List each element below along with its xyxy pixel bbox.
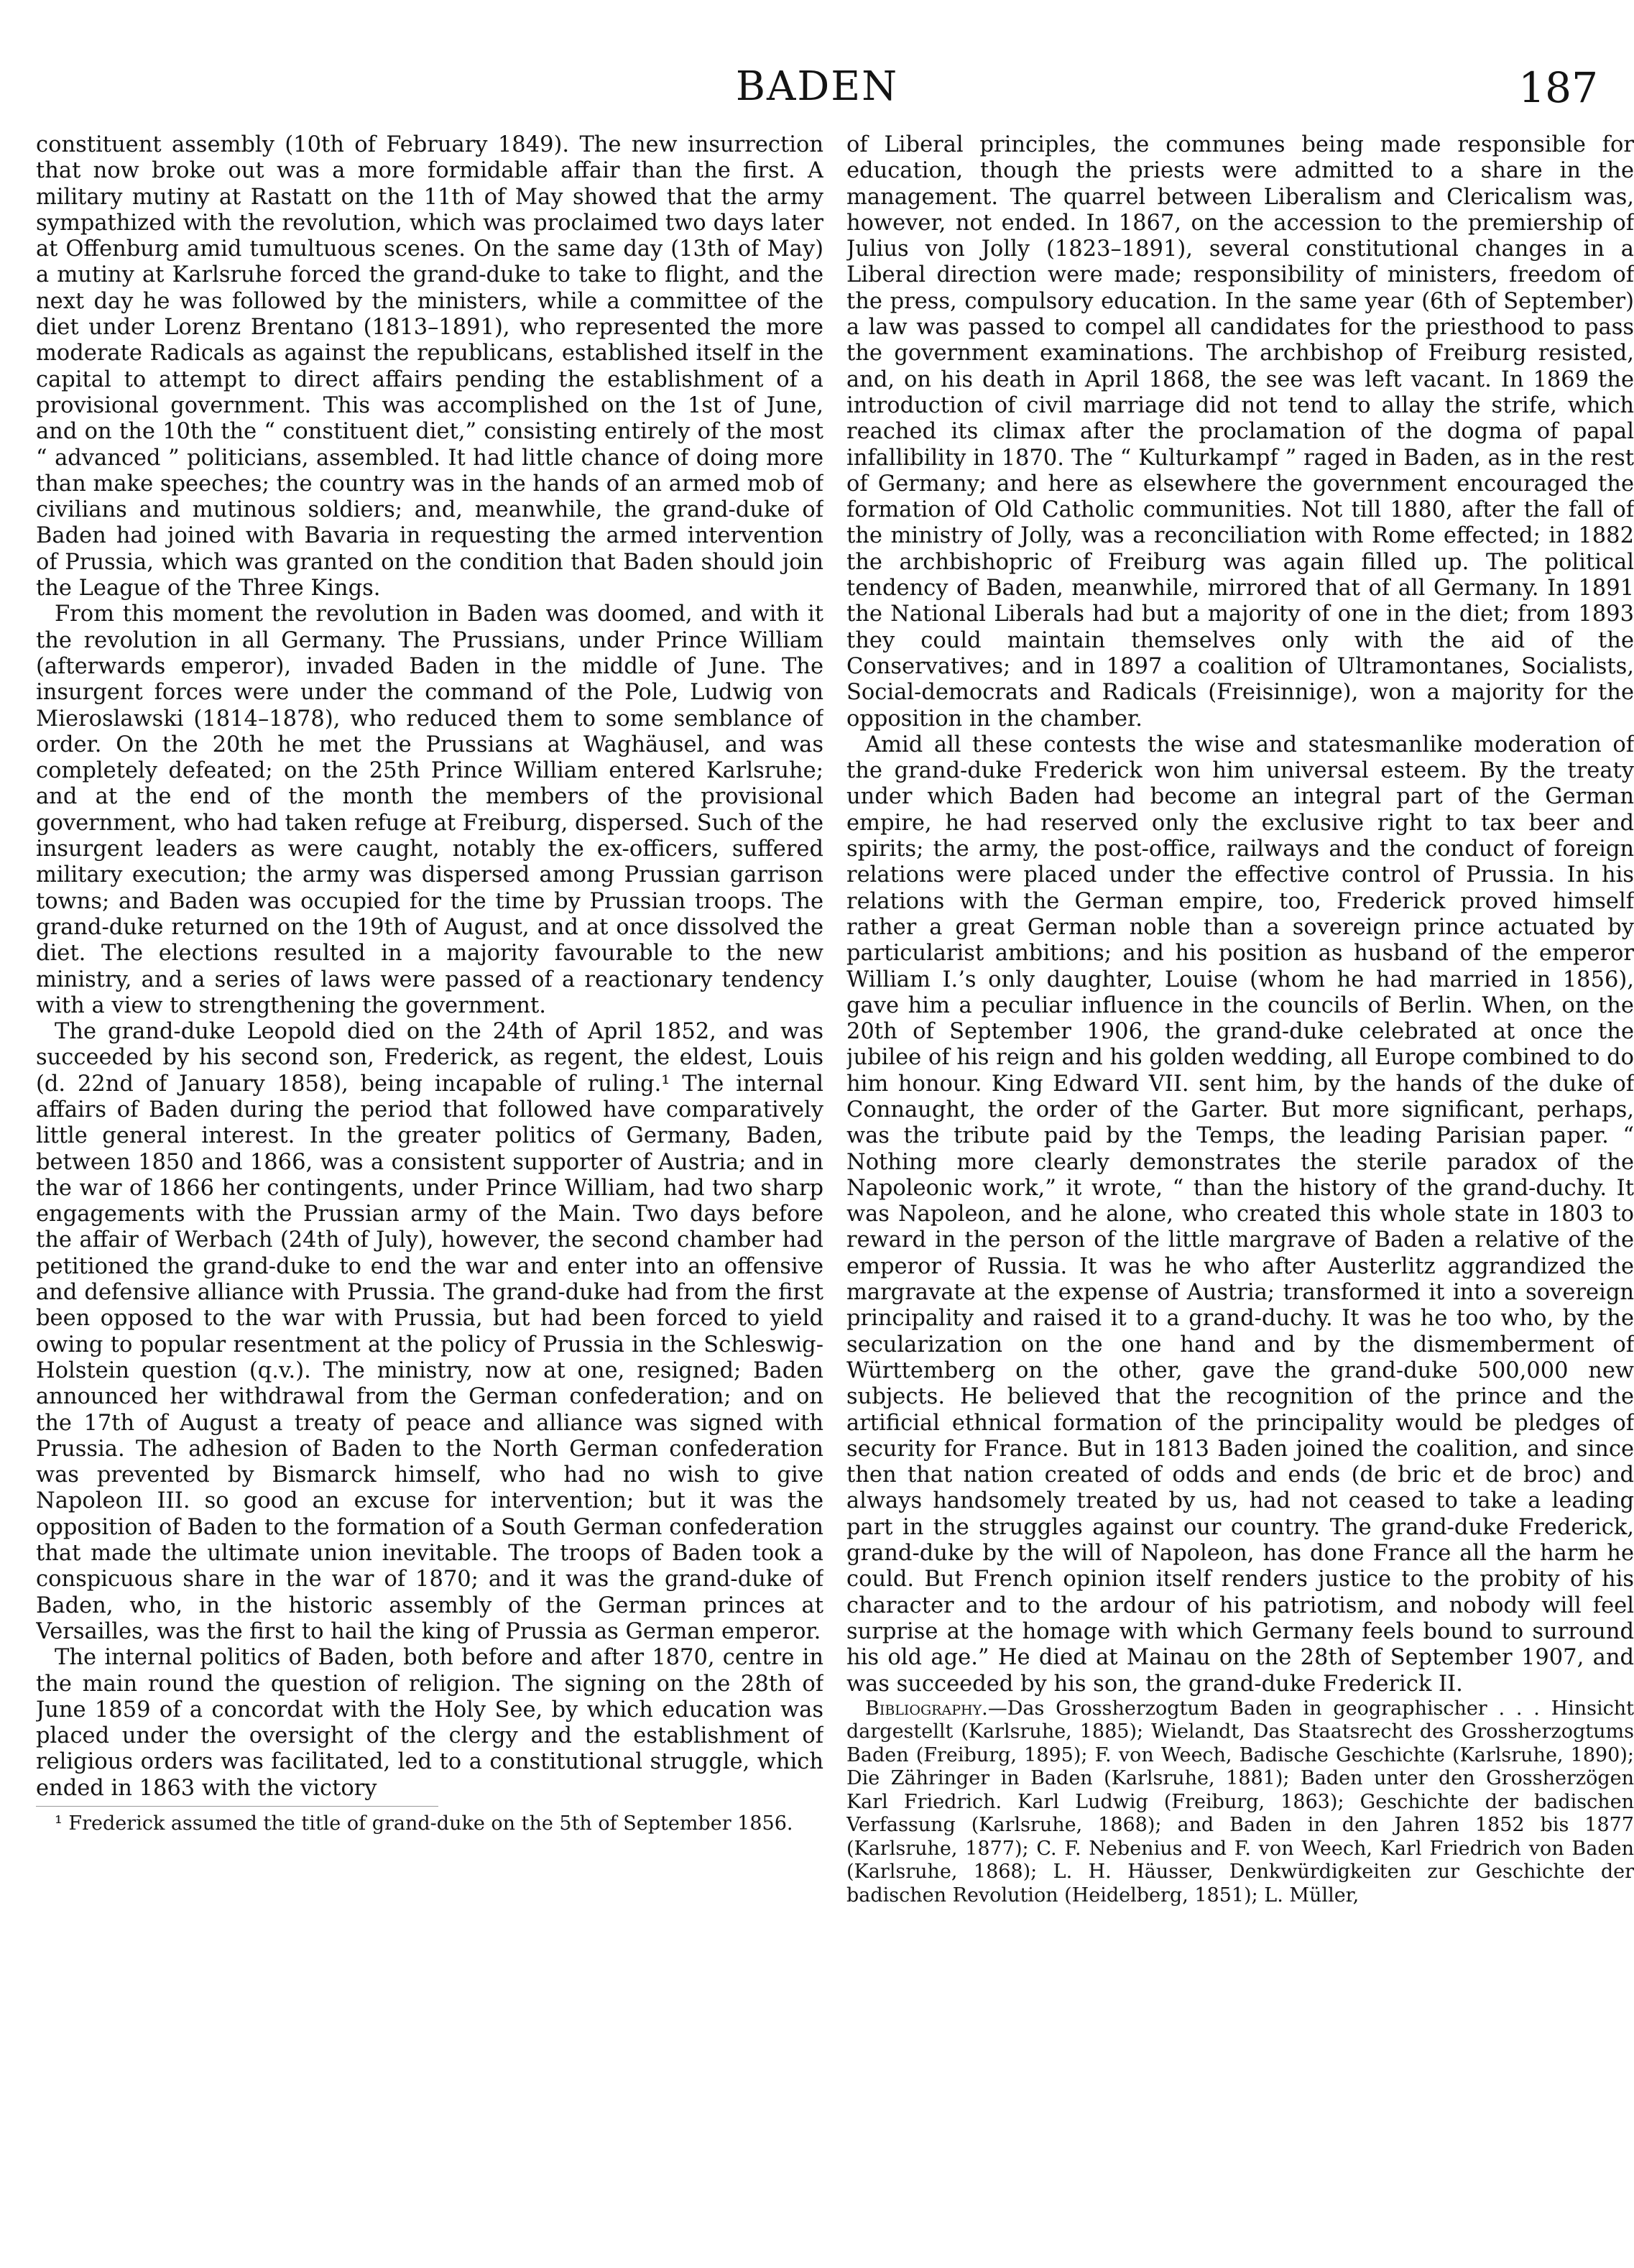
paragraph: of Liberal principles, the communes being made responsible for education, though the priests were admitted to a share in the management. The quarrel between Liberalism and Clericalism was, however, not ended. In 1867, on the accession to the premiership of Julius von Jolly (1823–1891), several constitutional changes in a Liberal direction were made; responsibility of ministers, freedom of the press, compulsory education. In the same year (6th of September) a law was passed to compel all candidates for the priesthood to pass the government examinations. The archbishop of Freiburg resisted, and, on his death in April 1868, the see was left vacant. In 1869 the introduction of civil marriage did not tend to allay the strife, which reached its climax after the proclamation of the dogma of papal infallibility in 1870. The “ Kulturkampf ” raged in Baden, as in the rest of Germany; and here as elsewhere the government encouraged the formation of Old Catholic communities. Not till 1880, after the fall of the ministry of Jolly, was a reconciliation with Rome effected; in 1882 the archbishopric of Freiburg was again filled up. The political tendency of Baden, meanwhile, mirrored that of all Germany. In 1891 the National Liberals had but a majority of one in the diet; from 1893 they could maintain themselves only with the aid of the Conservatives; and in 1897 a coalition of Ultramontanes, Socialists, Social-democrats and Radicals (Freisinnige), won a majority for the opposition in the chamber. <box>846 132 1634 732</box>
right-column <box>846 132 1634 2245</box>
paragraph: Amid all these contests the wise and statesmanlike moderation of the grand-duke Frederick won him universal esteem. By the treaty under which Baden had become an integral part of the German empire, he had reserved only the exclusive right to tax beer and spirits; the army, the post-office, railways and the conduct of foreign relations were placed under the effective control of Prussia. In his relations with the German empire, too, Frederick proved himself rather a great German noble than a sovereign prince actuated by particularist ambitions; and his position as husband of the emperor William I.’s only daughter, Louise (whom he had married in 1856), gave him a peculiar influence in the councils of Berlin. When, on the 20th of September 1906, the grand-duke celebrated at once the jubilee of his reign and his golden wedding, all Europe combined to do him honour. King Edward VII. sent him, by the hands of the duke of Connaught, the order of the Garter. But more significant, perhaps, was the tribute paid by the Temps, the leading Parisian paper. “ Nothing more clearly demonstrates the sterile paradox of the Napoleonic work,” it wrote, “ than the history of the grand-duchy. It was Napoleon, and he alone, who created this whole state in 1803 to reward in the person of the little margrave of Baden a relative of the emperor of Russia. It was he who after Austerlitz aggrandized the margravate at the expense of Austria; transformed it into a sovereign principality and raised it to a grand-duchy. It was he too who, by the secularization on the one hand and by the dismemberment of Württemberg on the other, gave the grand-duke 500,000 new subjects. He believed that the recognition of the prince and the artificial ethnical formation of the principality would be pledges of security for France. But in 1813 Baden joined the coalition, and since then that nation created of odds and ends (de bric et de broc) and always handsomely treated by us, had not ceased to take a leading part in the struggles against our country. The grand-duke Frederick, grand-duke by the will of Napoleon, has done France all the harm he could. But French opinion itself renders justice to the probity of his character and to the ardour of his patriotism, and nobody will feel surprise at the homage with which Germany feels bound to surround his old age.” He died at Mainau on the 28th of September 1907, and was succeeded by his son, the grand-duke Frederick II. <box>846 732 1634 1697</box>
left-column <box>36 132 823 2245</box>
footnote: ¹ Frederick assumed the title of grand-duke on the 5th of September 1856. <box>55 1812 793 1835</box>
footnote-rule <box>36 1806 438 1807</box>
bibliography-label: Bibliography. <box>865 1697 988 1720</box>
bibliography <box>846 1697 1634 1908</box>
paragraph: The internal politics of Baden, both before and after 1870, centre in the main round the question of religion. The signing on the 28th of June 1859 of a concordat with the Holy See, by which education was placed under the oversight of the clergy and the establishment of religious orders was facilitated, led to a constitutional struggle, which ended in 1863 with the victory <box>36 1645 823 1801</box>
bibliography-text: —Das Grossherzogtum Baden in geographischer . . . Hinsicht dargestellt (Karlsruhe, 1885); Wielandt, Das Staatsrecht des Grossherzogtums Baden (Freiburg, 1895); F. von Weech, Badische Geschichte (Karlsruhe, 1890); Die Zähringer in Baden (Karlsruhe, 1881); Baden unter den Grossherzögen Karl Friedrich. Karl Ludwig (Freiburg, 1863); Geschichte der badischen Verfassung (Karlsruhe, 1868); and Baden in den Jahren 1852 bis 1877 (Karlsruhe, 1877); C. F. Nebenius and F. von Weech, Karl Friedrich von Baden (Karlsruhe, 1868); L. H. Häusser, Denkwürdigkeiten zur Geschichte der badischen Revolution (Heidelberg, 1851); L. Müller, <box>846 1697 1634 1907</box>
running-title: BADEN <box>735 63 899 110</box>
page-number: 187 <box>1518 63 1598 112</box>
paragraph: constituent assembly (10th of February 1849). The new insurrection that now broke out was a more formidable affair than the first. A military mutiny at Rastatt on the 11th of May showed that the army sympathized with the revolution, which was proclaimed two days later at Offenburg amid tumultuous scenes. On the same day (13th of May) a mutiny at Karlsruhe forced the grand-duke to take to flight, and the next day he was followed by the ministers, while a committee of the diet under Lorenz Brentano (1813–1891), who represented the more moderate Radicals as against the republicans, established itself in the capital to attempt to direct affairs pending the establishment of a provisional government. This was accomplished on the 1st of June, and on the 10th the “ constituent diet,” consisting entirely of the most “ advanced ” politicians, assembled. It had little chance of doing more than make speeches; the country was in the hands of an armed mob of civilians and mutinous soldiers; and, meanwhile, the grand-duke of Baden had joined with Bavaria in requesting the armed intervention of Prussia, which was granted on the condition that Baden should join the League of the Three Kings. <box>36 132 823 601</box>
page-header <box>36 63 1598 121</box>
paragraph: The grand-duke Leopold died on the 24th of April 1852, and was succeeded by his second son, Frederick, as regent, the eldest, Louis (d. 22nd of January 1858), being incapable of ruling.¹ The internal affairs of Baden during the period that followed have comparatively little general interest. In the greater politics of Germany, Baden, between 1850 and 1866, was a consistent supporter of Austria; and in the war of 1866 her contingents, under Prince William, had two sharp engagements with the Prussian army of the Main. Two days before the affair of Werbach (24th of July), however, the second chamber had petitioned the grand-duke to end the war and enter into an offensive and defensive alliance with Prussia. The grand-duke had from the first been opposed to the war with Prussia, but had been forced to yield owing to popular resentment at the policy of Prussia in the Schleswig-Holstein question (q.v.). The ministry, now at one, resigned; Baden announced her withdrawal from the German confederation; and on the 17th of August a treaty of peace and alliance was signed with Prussia. The adhesion of Baden to the North German confederation was prevented by Bismarck himself, who had no wish to give Napoleon III. so good an excuse for intervention; but it was the opposition of Baden to the formation of a South German confederation that made the ultimate union inevitable. The troops of Baden took a conspicuous share in the war of 1870; and it was the grand-duke of Baden, who, in the historic assembly of the German princes at Versailles, was the first to hail the king of Prussia as German emperor. <box>36 1019 823 1644</box>
paragraph: From this moment the revolution in Baden was doomed, and with it the revolution in all Germany. The Prussians, under Prince William (afterwards emperor), invaded Baden in the middle of June. The insurgent forces were under the command of the Pole, Ludwig von Mieroslawski (1814–1878), who reduced them to some semblance of order. On the 20th he met the Prussians at Waghäusel, and was completely defeated; on the 25th Prince William entered Karlsruhe; and at the end of the month the members of the provisional government, who had taken refuge at Freiburg, dispersed. Such of the insurgent leaders as were caught, notably the ex-officers, suffered military execution; the army was dispersed among Prussian garrison towns; and Baden was occupied for the time by Prussian troops. The grand-duke returned on the 19th of August, and at once dissolved the diet. The elections resulted in a majority favourable to the new ministry, and a series of laws were passed of a reactionary tendency with a view to strengthening the government. <box>36 601 823 1018</box>
